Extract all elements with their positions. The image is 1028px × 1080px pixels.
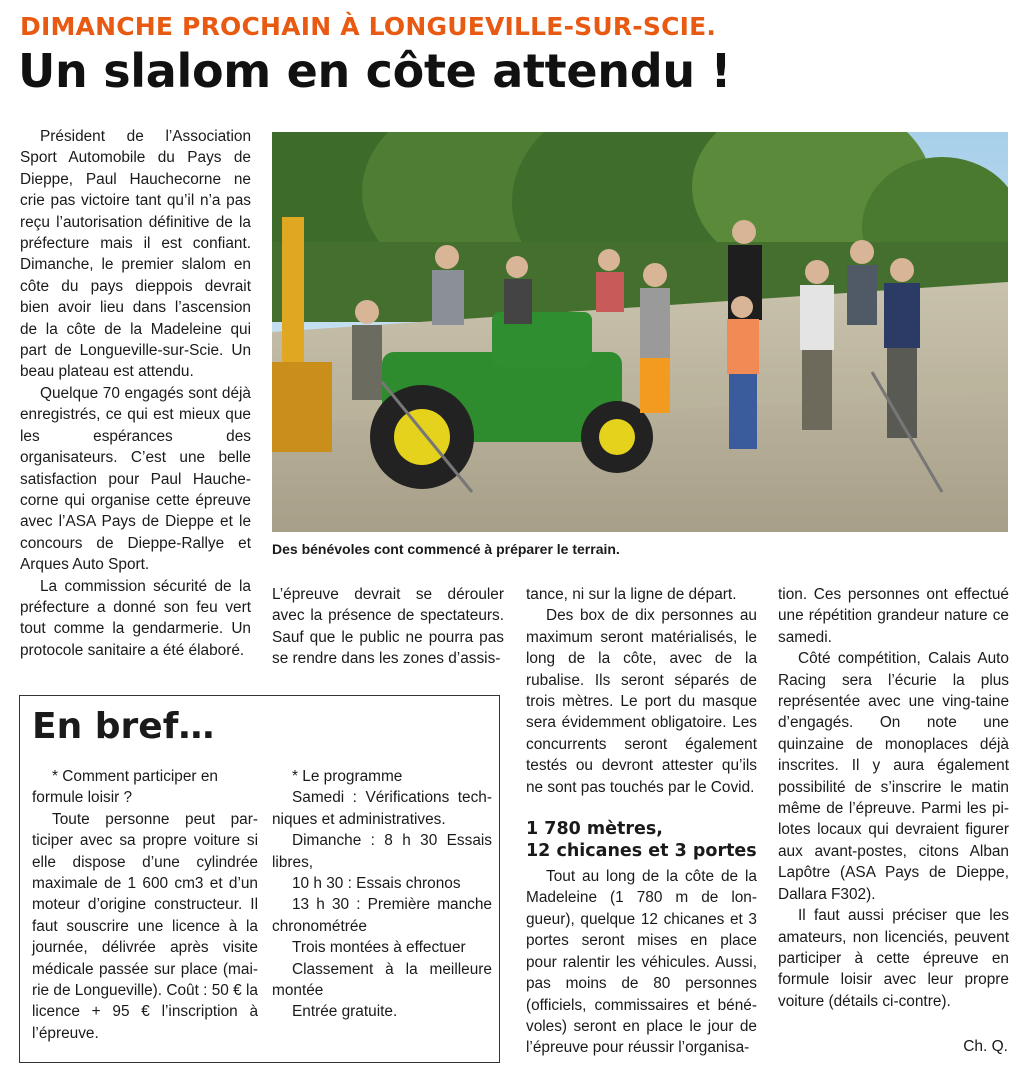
programme-line-3: 10 h 30 : Essais chronos (292, 875, 461, 893)
article-column-3 (526, 584, 757, 1059)
article-column-2 (272, 584, 504, 670)
col4-paragraph-1: tion. Ces personnes ont effectué une répétition grandeur nature ce samedi. (778, 586, 1009, 646)
volunteers-photo-image (272, 132, 1008, 532)
col4-paragraph-3: Il faut aussi préciser que les amateurs, non licenciés, peuvent participer à cette épreuve en formule loisir avec leur propre voiture (détails ci-contre). (778, 907, 1009, 1010)
en-bref-right-heading: * Le programme (292, 768, 403, 785)
programme-line-2: Dimanche : 8 h 30 Essais libres, (272, 832, 492, 871)
col3-paragraph-2: Des box de dix personnes au maximum seront matérialisés, le long de la côte, avec de la rubalise. Ils seront séparés de trois mètres. Le port du masque sera évidemment obligatoire. Les concurrents seront également testés ou devront attester qu’ils ne sont pas touchés par le Covid. (526, 607, 757, 796)
article-column-1 (20, 126, 251, 661)
col1-paragraph-1: Président de l’Association Sport Automobile du Pays de Dieppe, Paul Hauchecorne ne crie pas victoire tant qu’il n’a pas reçu l’autorisation définitive de la préfecture mais il est confiant. Dimanche, le premier slalom en côte du pays dieppois devrait bien avoir lieu dans l’ascension de la côte de la Madeleine qui part de Longueville-sur-Scie. Un beau plateau est attendu. (20, 128, 251, 381)
col3-subheading (526, 818, 757, 862)
article-kicker: DIMANCHE PROCHAIN À LONGUEVILLE-SUR-SCIE. (20, 12, 717, 41)
en-bref-right-column (272, 766, 492, 1023)
subheading-line-1: 1 780 mètres, (526, 819, 663, 840)
col2-paragraph-1: L’épreuve devrait se dérouler avec la présence de spectateurs. Sauf que le public ne pourra pas se rendre dans les zones d’assis- (272, 586, 504, 668)
programme-line-7: Entrée gratuite. (292, 1003, 398, 1021)
en-bref-left-heading: * Comment participer en formule loisir ? (32, 768, 218, 807)
subheading-line-2: 12 chicanes et 3 portes (526, 841, 757, 862)
col3-paragraph-1: tance, ni sur la ligne de départ. (526, 586, 737, 603)
en-bref-left-column (32, 766, 258, 1044)
programme-line-6: Classement à la meilleure montée (272, 960, 492, 1000)
photo-caption: Des bénévoles cont commencé à préparer le terrain. (272, 541, 620, 557)
col1-paragraph-2: Quelque 70 engagés sont déjà enregistrés, ce qui est mieux que les espérances des organisateurs. C’est une belle satisfaction pour Paul Hauche-corne qui organise cette épreuve avec l’ASA Pays de Dieppe et le concours de Dieppe-Rallye et Arques Auto Sport. (20, 384, 251, 574)
article-column-4 (778, 584, 1009, 1012)
col4-paragraph-2: Côté compétition, Calais Auto Racing sera l’écurie la plus représentée avec une ving-taine d’engagés. On note une quinzaine de monoplaces déjà inscrites. Il y aura également possibilité de s’inscrire le matin même de l’épreuve. Parmi les pi-lotes locaux qui devraient figurer aux avant-postes, citons Alban Lapôtre (ASA Pays de Dieppe, Dallara F302). (778, 650, 1009, 903)
en-bref-box (19, 695, 500, 1063)
author-signature: Ch. Q. (963, 1038, 1008, 1055)
article-headline: Un slalom en côte attendu ! (18, 44, 732, 98)
programme-line-4: 13 h 30 : Première manche chronométrée (272, 896, 492, 935)
col1-paragraph-3: La commission sécurité de la préfecture a donné son feu vert tout comme la gendarmerie. Un protocole sanitaire a été élaboré. (20, 577, 251, 659)
en-bref-left-paragraph: Toute personne peut par-ticiper avec sa propre voiture si elle dispose d’une cylindrée maximale de 1 600 cm3 et d’un moteur d’origine constructeur. Il faut souscrire une licence à la journée, délivrée après visite médicale passée sur place (mai-rie de Longueville). Coût : 50 € la licence + 95 € l’inscription à l’épreuve. (32, 810, 258, 1042)
col3-paragraph-3: Tout au long de la côte de la Madeleine (1 780 m de lon-gueur), quelque 12 chicanes et 3 portes seront mises en place pour ralentir les véhicules. Aussi, pas moins de 80 personnes (officiels, commissaires et béné-voles) seront en place le jour de l’épreuve pour réussir l’organisa- (526, 868, 757, 1057)
programme-line-5: Trois montées à effectuer (292, 939, 466, 957)
article-photo (272, 132, 1008, 532)
en-bref-title: En bref… (32, 706, 215, 747)
programme-line-1: Samedi : Vérifications tech-niques et administratives. (272, 789, 492, 828)
